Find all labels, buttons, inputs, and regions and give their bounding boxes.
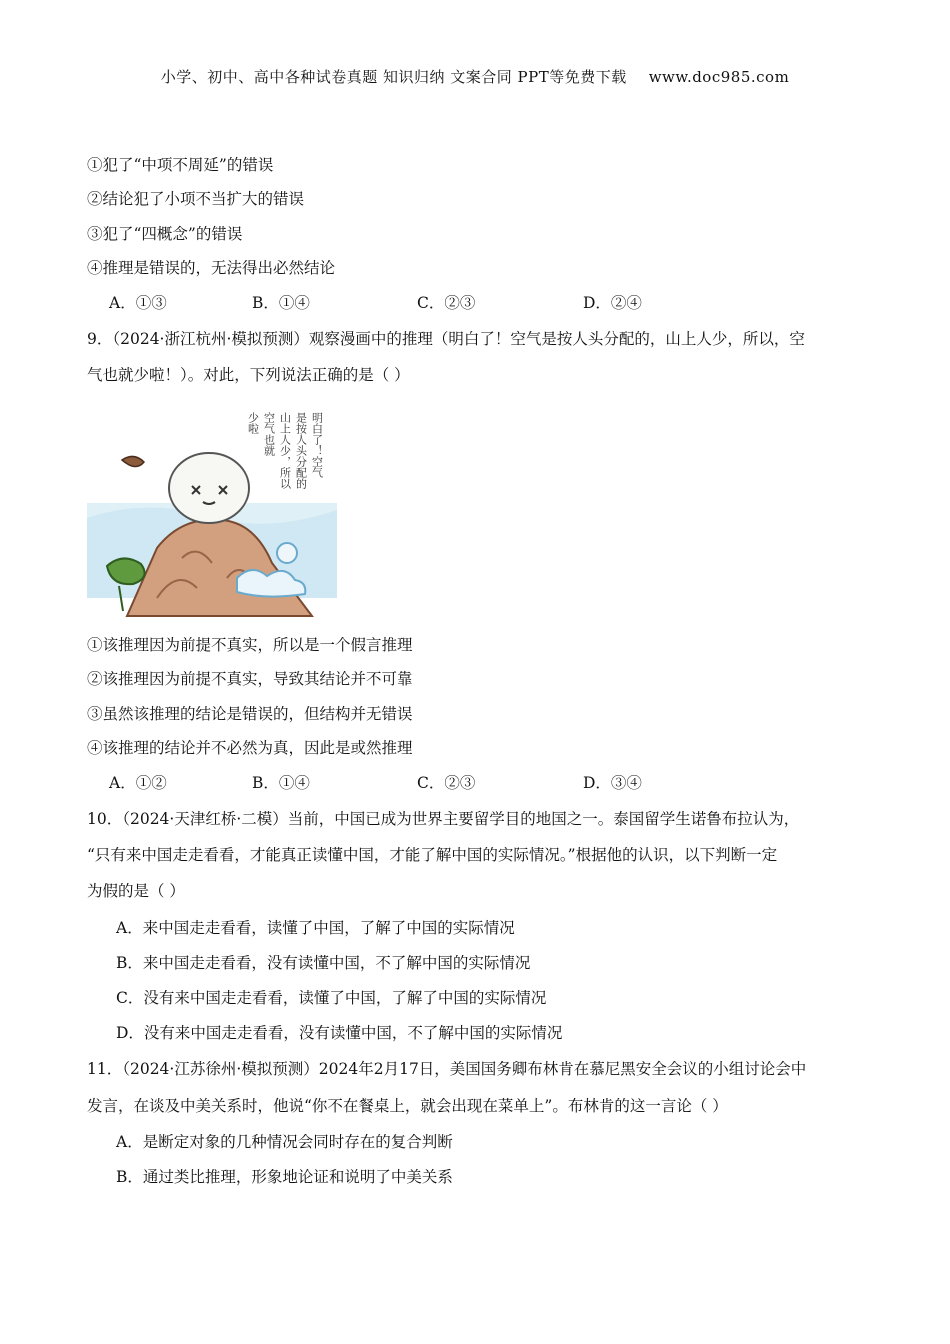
q10-stem-line-3: 为假的是（ ） — [87, 882, 185, 900]
q9-item-2: ②该推理因为前提不真实，导致其结论并不可靠 — [87, 670, 413, 688]
q8-item-1: ①犯了“中项不周延”的错误 — [87, 156, 274, 174]
q10-option-d: D．没有来中国走走看看，没有读懂中国，不了解中国的实际情况 — [116, 1024, 563, 1042]
cloud-1 — [277, 543, 297, 563]
q8-option-a: A．①③ — [109, 294, 167, 312]
q10-option-c: C．没有来中国走走看看，读懂了中国，了解了中国的实际情况 — [116, 989, 547, 1007]
header-site: www.doc985.com — [648, 68, 790, 86]
q10-option-a: A．来中国走走看看，读懂了中国，了解了中国的实际情况 — [116, 919, 515, 937]
cartoon-text-1: 明白了！空气 — [310, 412, 324, 478]
page-header — [0, 66, 950, 87]
q11-option-a: A．是断定对象的几种情况会同时存在的复合判断 — [116, 1133, 453, 1151]
q11-stem-line-1: 11．（2024·江苏徐州·模拟预测）2024年2月17日，美国国务卿布林肯在慕尼黑安全会议的小组讨论会中 — [87, 1060, 807, 1078]
q8-option-b: B．①④ — [252, 294, 310, 312]
header-text: 小学、初中、高中各种试卷真题 知识归纳 文案合同 PPT等免费下载 — [160, 68, 627, 86]
q9-item-3: ③虽然该推理的结论是错误的，但结构并无错误 — [87, 705, 413, 723]
cartoon-text-4: 空气也就 — [262, 412, 276, 456]
q10-stem-line-2: “只有来中国走走看看，才能真正读懂中国，才能了解中国的实际情况。”根据他的认识，以下判断一定 — [87, 846, 778, 864]
q9-item-1: ①该推理因为前提不真实，所以是一个假言推理 — [87, 636, 413, 654]
q9-option-b: B．①④ — [252, 774, 310, 792]
q8-option-d: D．②④ — [583, 294, 642, 312]
q10-option-b: B．来中国走走看看，没有读懂中国，不了解中国的实际情况 — [116, 954, 531, 972]
q9-option-a: A．①② — [109, 774, 167, 792]
bun-character — [169, 453, 249, 523]
q9-option-d: D．③④ — [583, 774, 642, 792]
q8-option-c: C．②③ — [417, 294, 476, 312]
q9-item-4: ④该推理的结论并不必然为真，因此是或然推理 — [87, 739, 413, 757]
q8-item-2: ②结论犯了小项不当扩大的错误 — [87, 190, 305, 208]
q11-option-b: B．通过类比推理，形象地论证和说明了中美关系 — [116, 1168, 453, 1186]
cartoon-image — [87, 398, 337, 620]
cartoon-text-3: 山上人少，所以 — [278, 412, 292, 489]
q10-stem-line-1: 10．（2024·天津红桥·二模）当前，中国已成为世界主要留学目的地国之一。泰国留学生诺鲁布拉认为， — [87, 810, 800, 828]
q9-stem-line-1: 9．（2024·浙江杭州·模拟预测）观察漫画中的推理（明白了！空气是按人头分配的，山上人少，所以，空 — [87, 330, 805, 348]
cartoon-text-5: 少啦 — [246, 412, 260, 434]
q9-option-c: C．②③ — [417, 774, 476, 792]
q9-stem-line-2: 气也就少啦！）。对此，下列说法正确的是（ ） — [87, 366, 410, 384]
q8-item-4: ④推理是错误的，无法得出必然结论 — [87, 259, 336, 277]
q8-item-3: ③犯了“四概念”的错误 — [87, 225, 243, 243]
q11-stem-line-2: 发言，在谈及中美关系时，他说“你不在餐桌上，就会出现在菜单上”。布林肯的这一言论（ ） — [87, 1097, 728, 1115]
cartoon-caption — [247, 411, 324, 490]
cartoon-text-2: 是按人头分配的 — [294, 412, 308, 489]
bird — [122, 456, 144, 466]
